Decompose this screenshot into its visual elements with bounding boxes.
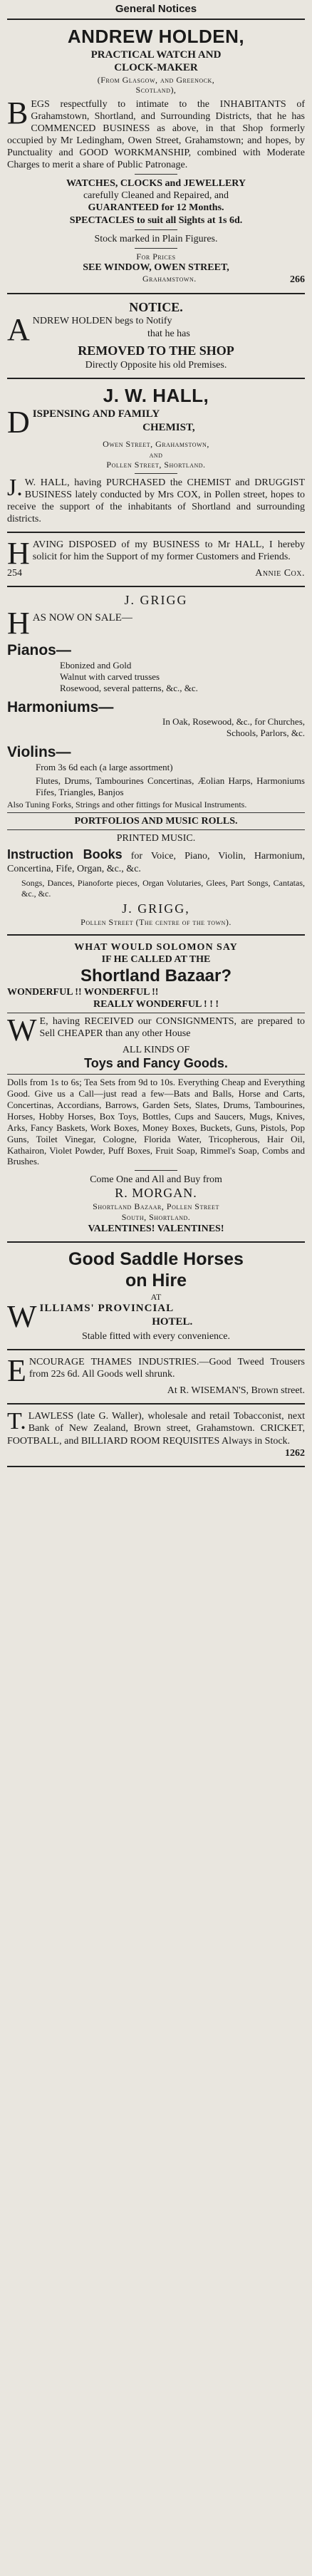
- cox-signature: Annie Cox.: [255, 568, 305, 579]
- grigg-printed: PRINTED MUSIC.: [116, 832, 196, 844]
- holden-window: SEE WINDOW, OWEN STREET,: [83, 262, 229, 274]
- grigg-harmoniums-list: [7, 716, 305, 739]
- divider: [7, 378, 305, 379]
- hall-trade: [7, 405, 305, 440]
- holden-advert: [7, 23, 305, 289]
- bazaar-wonderful-1: WONDERFUL !! WONDERFUL !!: [7, 987, 159, 998]
- bazaar-morgan: R. MORGAN.: [115, 1186, 197, 1201]
- bazaar-wonderful-2: REALLY WONDERFUL ! ! !: [93, 999, 219, 1010]
- bazaar-address-1: Shortland Bazaar, Pollen Street: [93, 1201, 219, 1212]
- drop-cap: W: [7, 1299, 37, 1335]
- horses-line-1: Good Saddle Horses: [68, 1248, 244, 1269]
- bazaar-toys: Toys and Fancy Goods.: [84, 1056, 228, 1071]
- divider: [7, 829, 305, 830]
- hall-address-2: Pollen Street, Shortland.: [106, 460, 206, 470]
- divider: [7, 812, 305, 813]
- horses-hotel-1: ILLIAMS' PROVINCIAL: [39, 1303, 175, 1315]
- grigg-harmoniums: Harmoniums—: [7, 698, 114, 715]
- holden-body: [7, 95, 305, 171]
- bazaar-body-text: E, having RECEIVED our CONSIGNMENTS, are prepared to Sell CHEAPER than any other House: [39, 1016, 305, 1040]
- holden-spectacles: SPECTACLES to suit all Sights at 1s 6d.: [69, 214, 243, 226]
- hall-trade-2: CHEMIST,: [142, 421, 195, 433]
- divider: [7, 19, 305, 20]
- cox-footer: [7, 567, 305, 579]
- hall-address-1: Owen Street, Grahamstown,: [103, 439, 209, 450]
- divider: [7, 586, 305, 587]
- horses-line-2: on Hire: [125, 1271, 187, 1291]
- list-item: Ebonized and Gold: [60, 660, 132, 671]
- holden-trade-1: PRACTICAL WATCH AND: [90, 49, 222, 61]
- cox-number: 254: [7, 568, 22, 579]
- lawless-number: 1262: [285, 1447, 305, 1459]
- page-title: General Notices: [115, 3, 197, 15]
- grigg-address: Pollen Street (The centre of the town).: [80, 917, 232, 928]
- list-item: Walnut with carved trusses: [60, 671, 160, 682]
- notice-body: [7, 312, 305, 348]
- divider: [135, 473, 177, 474]
- notice-advert: [7, 297, 305, 376]
- holden-body-text: EGS respectfully to intimate to the INHABITANTS of Grahamstown, Shortland, and Surrounding Districts, that he has COMMENCED BUSINESS as above, in that Shop formerly occupied by Mr Ledingham, Owen Street, Grahamstown; and hopes, by Punctuality and GOOD WORKMANSHIP, combined with Moderate Charges to merit a share of Public Patronage.: [7, 98, 305, 171]
- divider: [135, 174, 177, 175]
- grigg-tuning: Also Tuning Forks, Strings and other fittings for Musical Instruments.: [7, 800, 247, 810]
- divider: [7, 1349, 305, 1350]
- holden-plain: Stock marked in Plain Figures.: [94, 233, 218, 244]
- holden-watches-3: GUARANTEED for 12 Months.: [88, 202, 224, 214]
- bazaar-line-1: WHAT WOULD SOLOMON SAY: [74, 941, 238, 953]
- grigg-instruction-body: for Voice, Piano, Violin, Harmonium, Concertina, Fife, Organ, &c., &c.: [7, 850, 305, 874]
- bazaar-come: Come One and All and Buy from: [90, 1174, 222, 1186]
- divider: [135, 248, 177, 249]
- grigg-violins-from: From 3s 6d each (a large assortment): [36, 761, 173, 772]
- cox-body-text: AVING DISPOSED of my BUSINESS to Mr HALL, I hereby solicit for him the Support of my former Customers and Friends.: [32, 539, 305, 563]
- holden-place: Grahamstown.: [142, 274, 197, 284]
- divider: [7, 293, 305, 294]
- hall-advert: [7, 382, 305, 529]
- grigg-songs: Songs, Dances, Pianoforte pieces, Organ Volutaries, Glees, Part Songs, Cantatas, &c., &c.: [21, 877, 305, 899]
- holden-prices: For Prices: [136, 251, 176, 262]
- thames-body-text: NCOURAGE THAMES INDUSTRIES.—Good Tweed Trousers from 22s 6d. All Goods well shrunk.: [28, 1357, 305, 1380]
- cox-body: [7, 536, 305, 571]
- divider: [135, 229, 177, 230]
- grigg-instruction-title: Instruction Books: [7, 847, 123, 862]
- hall-and: and: [149, 449, 163, 460]
- grigg-intro: [7, 606, 305, 641]
- divider: [7, 1403, 305, 1405]
- drop-cap: A: [7, 312, 30, 348]
- horses-hotel-2: HOTEL.: [152, 1315, 193, 1328]
- horses-at: AT: [150, 1291, 162, 1302]
- drop-cap: D: [7, 405, 30, 440]
- grigg-pianos-list: [7, 660, 305, 694]
- horses-stable: Stable fitted with every convenience.: [82, 1331, 230, 1343]
- bazaar-body: [7, 1013, 305, 1048]
- lawless-body-text: LAWLESS (late G. Waller), wholesale and retail Tobacconist, next Bank of New Zealand, Brown street, Grahamstown. CRICKET, FOOTBALL, and BILLIARD ROOM REQUISITES Always in Stock.: [7, 1411, 305, 1447]
- grigg-pianos: Pianos—: [7, 642, 71, 659]
- hall-body: [7, 477, 305, 525]
- bazaar-list: Dolls from 1s to 6s; Tea Sets from 9d to 10s. Everything Cheap and Everything Good. Give us a Call—just read a few—Bats and Balls, Horse and Carts, Concertinas, Accordians, Barrows, Garden Sets, Slates, Drums, Tambourines, Horses, Hobby Horses, Box Toys, Bottles, Cups and Saucers, Mugs, Knives, Arks, Fancy Baskets, Work Boxes, Money Boxes, Buckets, Guns, Pistols, Pop Guns, Toilet Vinegar, Cologne, Florida Water, Tricopherous, Hair Oil, Kathairon, Violet Powder, Puff Boxes, Fruit Soap, Rimmel's Soap, Combs and Brushes.: [7, 1077, 305, 1167]
- holden-watches-2: carefully Cleaned and Repaired, and: [83, 190, 229, 202]
- list-item: Rosewood, several patterns, &c., &c.: [60, 682, 198, 693]
- hall-body-text: W. HALL, having PURCHASED the CHEMIST and DRUGGIST BUSINESS lately conducted by Mrs COX, in Pollen street, hopes to receive the support of the inhabitants of Shortland and surrounding districts.: [7, 477, 305, 525]
- drop-cap: T.: [7, 1408, 26, 1435]
- bazaar-valentines: VALENTINES! VALENTINES!: [88, 1223, 224, 1234]
- notice-opposite: Directly Opposite his old Premises.: [85, 360, 227, 371]
- drop-cap: E: [7, 1353, 26, 1389]
- divider: [7, 532, 305, 533]
- thames-body: [7, 1353, 305, 1389]
- bazaar-all-kinds: ALL KINDS OF: [122, 1045, 190, 1056]
- bazaar-line-2: IF HE CALLED AT THE: [101, 953, 211, 965]
- drop-cap: H: [7, 536, 30, 571]
- divider: [135, 1170, 177, 1171]
- holden-number: 266: [290, 274, 305, 286]
- notice-heading: NOTICE.: [129, 299, 183, 314]
- list-item: Schools, Parlors, &c.: [226, 728, 305, 739]
- notice-line-2: that he has: [147, 328, 190, 339]
- grigg-violins-body: Flutes, Drums, Tambourines Concertinas, Æolian Harps, Harmoniums Fifes, Triangles, Banjos: [36, 775, 305, 798]
- thames-advert: [7, 1353, 305, 1400]
- divider: [7, 934, 305, 936]
- grigg-has: AS NOW ON SALE—: [32, 612, 132, 624]
- holden-trade-2: CLOCK-MAKER: [114, 62, 198, 74]
- hall-trade-1: ISPENSING AND FAMILY: [32, 408, 160, 420]
- drop-cap: W: [7, 1013, 37, 1048]
- divider: [7, 1074, 305, 1075]
- grigg-signature: J. GRIGG,: [122, 901, 190, 916]
- grigg-portfolios: PORTFOLIOS AND MUSIC ROLLS.: [74, 815, 238, 827]
- divider: [7, 1241, 305, 1243]
- grigg-name: J. GRIGG: [124, 593, 188, 608]
- grigg-violins: Violins—: [7, 743, 71, 760]
- cox-advert: [7, 536, 305, 583]
- horses-advert: [7, 1246, 305, 1347]
- horses-hotel: [7, 1299, 305, 1335]
- holden-name: ANDREW HOLDEN,: [67, 26, 245, 48]
- divider: [7, 1466, 305, 1467]
- list-item: In Oak, Rosewood, &c., for Churches,: [162, 716, 305, 728]
- notice-removed: REMOVED TO THE SHOP: [78, 343, 234, 358]
- bazaar-address-2: South, Shortland.: [121, 1211, 191, 1222]
- lawless-advert: [7, 1407, 305, 1462]
- grigg-instruction: [7, 847, 305, 875]
- holden-origin-1: (From Glasgow, and Greenock,: [97, 74, 215, 85]
- holden-watches-1: WATCHES, CLOCKS and JEWELLERY: [66, 178, 246, 190]
- bazaar-title: Shortland Bazaar?: [80, 966, 232, 986]
- notice-line-1: NDREW HOLDEN begs to Notify: [32, 316, 172, 327]
- holden-origin-2: Scotland),: [135, 85, 177, 95]
- bazaar-advert: [7, 938, 305, 1238]
- grigg-advert: [7, 590, 305, 931]
- holden-footer: [7, 274, 305, 286]
- thames-at: At R. WISEMAN'S, Brown street.: [167, 1385, 305, 1397]
- lawless-body: [7, 1408, 305, 1459]
- drop-cap: H: [7, 606, 30, 641]
- drop-cap: J.: [7, 475, 23, 502]
- hall-name: J. W. HALL,: [103, 385, 209, 407]
- drop-cap: B: [7, 95, 28, 130]
